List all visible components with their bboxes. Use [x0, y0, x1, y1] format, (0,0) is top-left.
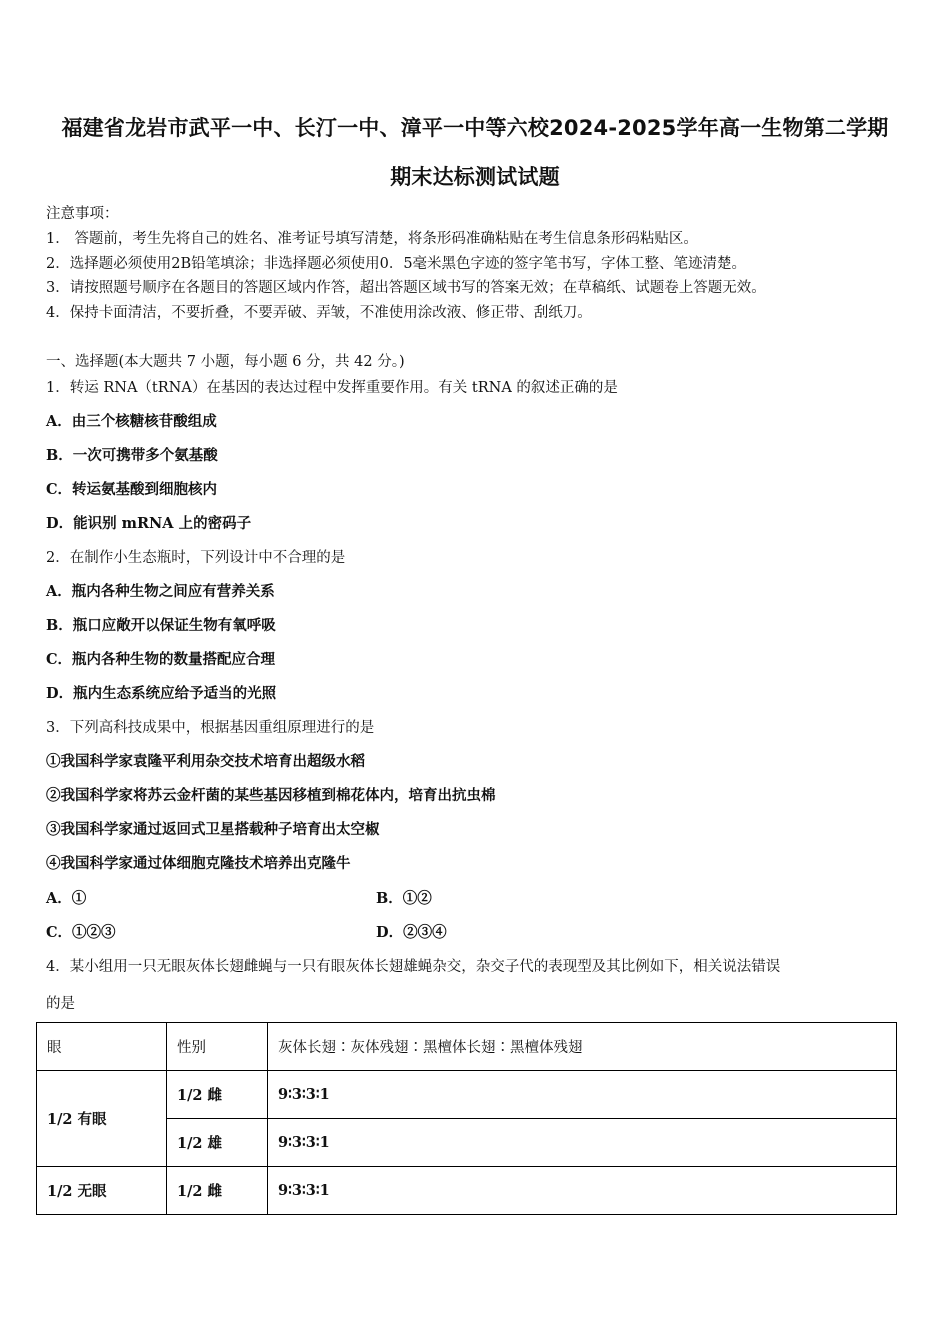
question-3-option-b: B．①② [376, 890, 432, 907]
notice-item-2: 2．选择题必须使用2B铅笔填涂；非选择题必须使用0．5毫米黑色字迹的签字笔书写，字体工整、笔迹清楚。 [46, 256, 747, 272]
table-cell-sex: 1/2 雄 [167, 1119, 268, 1167]
notice-item-1: 1． 答题前，考生先将自己的姓名、准考证号填写清楚，将条形码准确粘贴在考生信息条形码粘贴区。 [46, 231, 698, 247]
question-3-item-3: ③我国科学家通过返回式卫星搭载种子培育出太空椒 [46, 821, 380, 838]
table-row [37, 1071, 897, 1119]
question-3-option-d: D．②③④ [376, 924, 447, 941]
notice-item-4: 4．保持卡面清洁，不要折叠，不要弄破、弄皱，不准使用涂改液、修正带、刮纸刀。 [46, 305, 592, 321]
question-1-stem: 1．转运 RNA（tRNA）在基因的表达过程中发挥重要作用。有关 tRNA 的叙述正确的是 [46, 380, 618, 396]
document-title-line-1: 福建省龙岩市武平一中、长汀一中、漳平一中等六校2024-2025学年高一生物第二学期 [61, 116, 889, 140]
table-cell-sex: 1/2 雌 [167, 1167, 268, 1215]
table-header-row [37, 1023, 897, 1071]
question-3-item-2: ②我国科学家将苏云金杆菌的某些基因移植到棉花体内，培育出抗虫棉 [46, 787, 496, 804]
question-4-stem-line-2: 的是 [46, 996, 75, 1012]
question-3-option-c: C．①②③ [46, 924, 116, 941]
table-header-eye: 眼 [37, 1023, 167, 1071]
question-2-option-a: A．瓶内各种生物之间应有营养关系 [46, 583, 275, 600]
table-cell-sex: 1/2 雌 [167, 1071, 268, 1119]
question-2-option-d: D．瓶内生态系统应给予适当的光照 [46, 685, 277, 702]
table-header-sex: 性别 [167, 1023, 268, 1071]
notice-heading: 注意事项： [46, 206, 119, 222]
question-3-item-4: ④我国科学家通过体细胞克隆技术培养出克隆牛 [46, 855, 351, 872]
question-3-option-a: A．① [46, 890, 87, 907]
question-4-stem-line-1: 4．某小组用一只无眼灰体长翅雌蝇与一只有眼灰体长翅雄蝇杂交，杂交子代的表现型及其比例如下，相关说法错误 [46, 959, 781, 975]
question-2-stem: 2．在制作小生态瓶时，下列设计中不合理的是 [46, 550, 346, 566]
question-2-option-c: C．瓶内各种生物的数量搭配应合理 [46, 651, 276, 668]
question-2-option-b: B．瓶口应敞开以保证生物有氧呼吸 [46, 617, 276, 634]
question-3-item-1: ①我国科学家袁隆平利用杂交技术培育出超级水稻 [46, 753, 365, 770]
table-cell-eye: 1/2 有眼 [37, 1071, 167, 1167]
question-1-option-a: A．由三个核糖核苷酸组成 [46, 413, 217, 430]
table-cell-eye: 1/2 无眼 [37, 1167, 167, 1215]
question-1-option-c: C．转运氨基酸到细胞核内 [46, 481, 218, 498]
notice-item-3: 3．请按照题号顺序在各题目的答题区域内作答，超出答题区域书写的答案无效；在草稿纸、试题卷上答题无效。 [46, 280, 766, 296]
table-cell-ratio: 9∶3∶3∶1 [268, 1071, 897, 1119]
table-cell-ratio: 9∶3∶3∶1 [268, 1167, 897, 1215]
question-1-option-b: B．一次可携带多个氨基酸 [46, 447, 218, 464]
phenotype-ratio-table [36, 1022, 897, 1215]
section-heading: 一、选择题(本大题共 7 小题，每小题 6 分，共 42 分。) [46, 354, 405, 370]
table-cell-ratio: 9∶3∶3∶1 [268, 1119, 897, 1167]
table-row [37, 1167, 897, 1215]
document-title-line-2: 期末达标测试试题 [390, 165, 560, 189]
question-3-stem: 3．下列高科技成果中，根据基因重组原理进行的是 [46, 720, 375, 736]
question-1-option-d: D．能识别 mRNA 上的密码子 [46, 515, 252, 532]
table-header-ratio: 灰体长翅∶灰体残翅∶黑檀体长翅∶黑檀体残翅 [268, 1023, 897, 1071]
